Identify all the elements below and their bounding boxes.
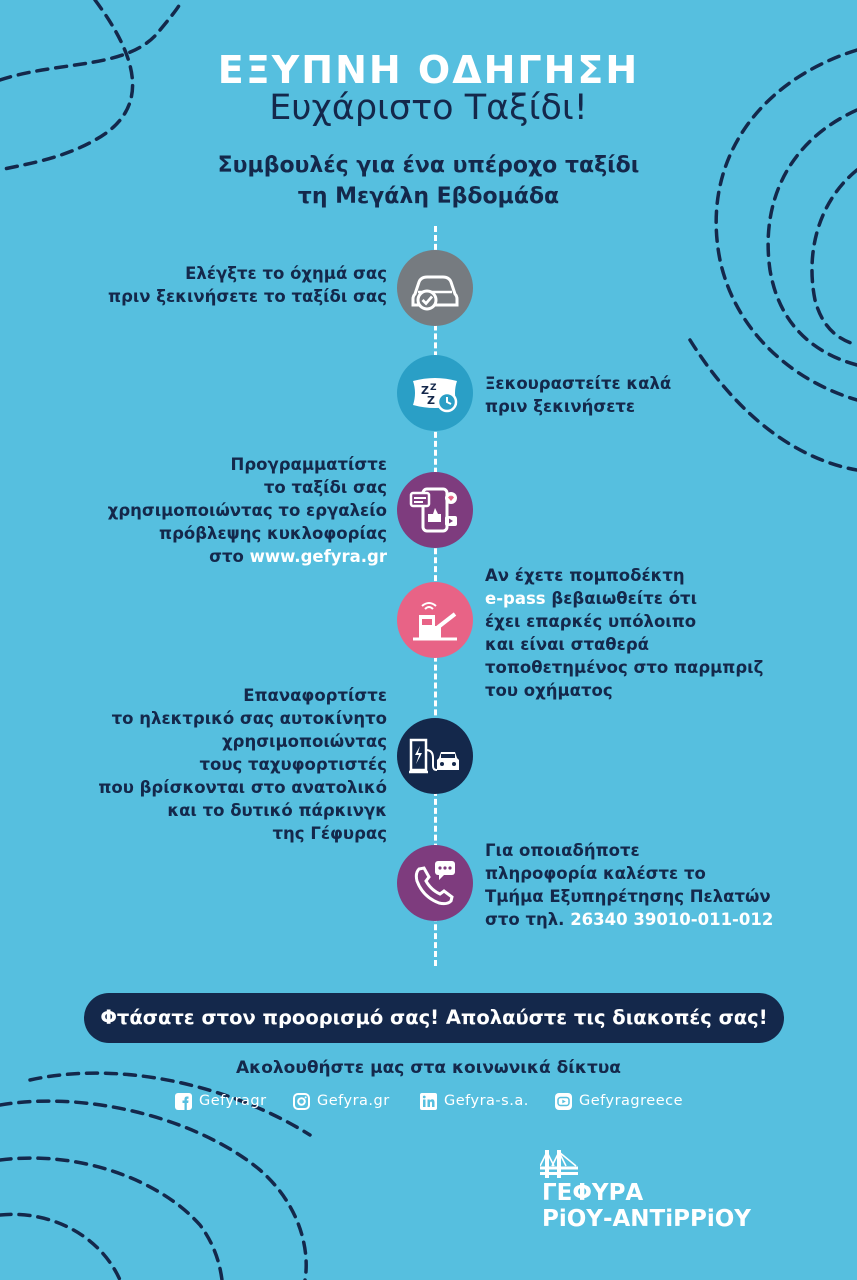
social-youtube[interactable] — [555, 1092, 683, 1110]
tip-line: Αν έχετε πομποδέκτη — [485, 566, 685, 585]
tagline-line2: τη Μεγάλη Εβδομάδα — [297, 184, 560, 209]
epass-highlight: e-pass — [485, 589, 546, 608]
tip-line: τοποθετημένος στο παρμπριζ — [485, 658, 764, 677]
svg-text:Z: Z — [421, 384, 429, 397]
tip-text: στο — [209, 547, 244, 566]
tip-line: χρησιμοποιώντας το εργαλείο — [107, 501, 387, 520]
social-label: Gefyragreece — [579, 1093, 684, 1109]
toll-barrier-icon — [397, 582, 473, 658]
tip-line: έχει επαρκές υπόλοιπο — [485, 612, 697, 631]
bridge-logo-icon — [540, 1148, 580, 1180]
brand-name-line1: ΓΕΦΥΡΑ — [542, 1180, 644, 1206]
tip-line: το ταξίδι σας — [263, 478, 387, 497]
social-label: Gefyra.gr — [317, 1093, 390, 1109]
tip-line: πριν ξεκινήσετε — [485, 397, 636, 416]
tip-line: τους ταχυφορτιστές — [199, 755, 387, 774]
tip-line — [485, 908, 773, 931]
smartphone-apps-icon — [397, 472, 473, 548]
tip-text: στο τηλ. — [485, 910, 565, 929]
tip-line: Τμήμα Εξυπηρέτησης Πελατών — [485, 887, 771, 906]
tip-line: πριν ξεκινήσετε το ταξίδι σας — [108, 287, 387, 306]
tip-line: χρησιμοποιώντας — [222, 732, 387, 751]
tip-line: και είναι σταθερά — [485, 635, 649, 654]
tip-line: και το δυτικό πάρκινγκ — [167, 801, 387, 820]
tip-line: πρόβλεψης κυκλοφορίας — [159, 524, 387, 543]
social-instagram[interactable] — [293, 1092, 390, 1110]
social-linkedin[interactable] — [420, 1092, 529, 1110]
tip-line — [485, 587, 763, 610]
tip-line: Για οποιαδήποτε — [485, 841, 640, 860]
page-title: ΕΞΥΠΝΗ ΟΔΗΓΗΣΗ — [217, 48, 640, 92]
tip-line: Ελέγξτε το όχημά σας — [185, 264, 387, 283]
sleep-pillow-icon — [397, 355, 473, 431]
tip-line: Επαναφορτίστε — [243, 686, 387, 705]
youtube-icon — [555, 1093, 572, 1110]
car-check-icon — [397, 250, 473, 326]
page-subtitle: Ευχάριστο Ταξίδι! — [269, 88, 588, 128]
tip-epass-text — [485, 564, 763, 702]
tip-contact-text — [485, 839, 773, 931]
tip-vehicle-check-text — [108, 262, 387, 308]
tip-line: το ηλεκτρικό σας αυτοκίνητο — [111, 709, 387, 728]
tip-rest-text — [485, 372, 671, 418]
social-label: Gefyragr — [199, 1093, 267, 1109]
tip-line: Ξεκουραστείτε καλά — [485, 374, 672, 393]
linkedin-icon — [420, 1093, 437, 1110]
arrival-banner: Φτάσατε στον προορισμό σας! Απολαύστε τις διακοπές σας! — [84, 993, 784, 1043]
tip-text: βεβαιωθείτε ότι — [551, 589, 698, 608]
social-label: Gefyra-s.a. — [444, 1093, 529, 1109]
tip-line: που βρίσκονται στο ανατολικό — [98, 778, 387, 797]
tip-plan-trip-text — [108, 453, 387, 568]
tip-line: της Γέφυρας — [272, 824, 387, 843]
tip-line: του οχήματος — [485, 681, 613, 700]
tip-line: Προγραμματίστε — [230, 455, 387, 474]
tip-line: πληροφορία καλέστε το — [485, 864, 706, 883]
tip-line — [108, 545, 387, 568]
tagline-line1: Συμβουλές για ένα υπέροχο ταξίδι — [217, 153, 640, 178]
follow-us-heading: Ακολουθήστε μας στα κοινωνικά δίκτυα — [236, 1058, 621, 1078]
social-facebook[interactable] — [175, 1092, 267, 1110]
brand-name-line2: ΡiΟΥ-ΑΝΤiΡΡiΟΥ — [542, 1206, 751, 1232]
svg-text:Z: Z — [427, 394, 435, 407]
ev-charger-icon — [397, 718, 473, 794]
tagline — [0, 150, 857, 212]
instagram-icon — [293, 1093, 310, 1110]
facebook-icon — [175, 1093, 192, 1110]
website-link[interactable]: www.gefyra.gr — [249, 547, 387, 566]
phone-chat-icon — [397, 845, 473, 921]
svg-text:Z: Z — [430, 383, 437, 393]
phone-number-link[interactable]: 26340 39010-011-012 — [570, 910, 774, 929]
tip-ev-charge-text — [98, 684, 387, 845]
